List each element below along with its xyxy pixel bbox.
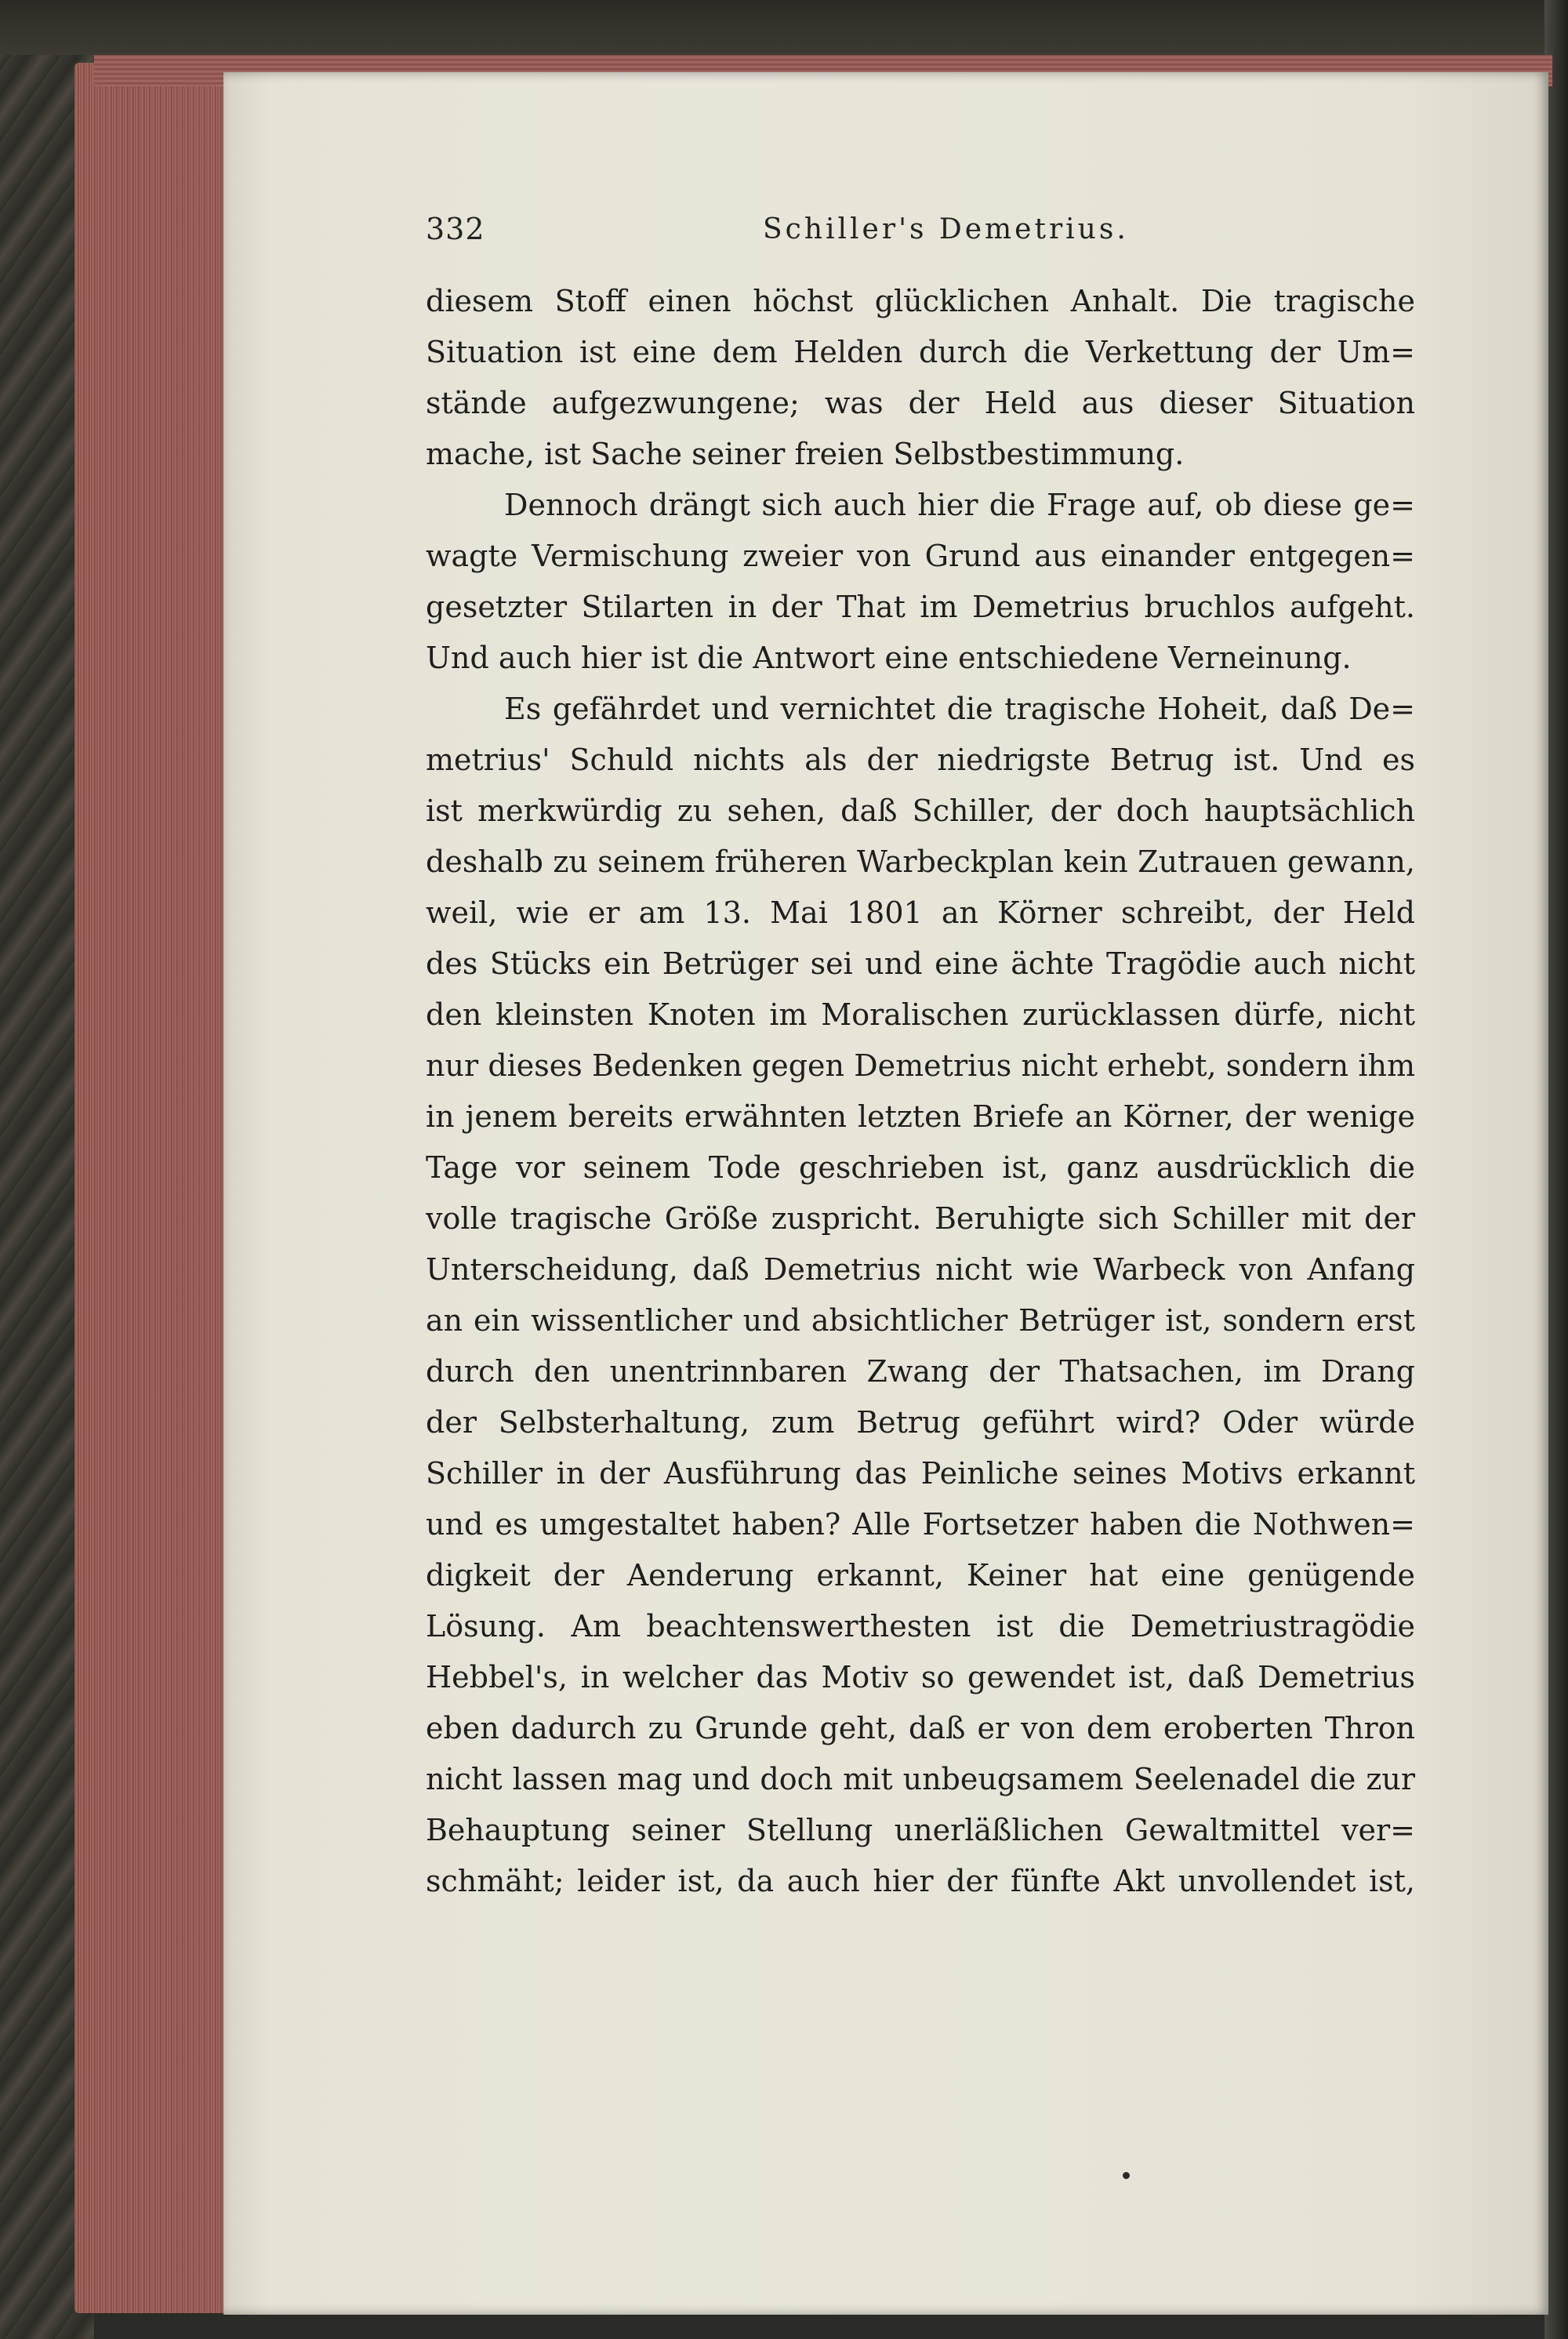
text-line: Schiller in der Ausführung das Peinliche seines Motivs erkannt xyxy=(426,1456,1415,1491)
text-line: stände aufgezwungene; was der Held aus dieser Situation xyxy=(426,386,1415,420)
text-line: Dennoch drängt sich auch hier die Frage auf, ob diese ge= xyxy=(504,488,1415,522)
text-line: Tage vor seinem Tode geschrieben ist, ganz ausdrücklich die xyxy=(426,1150,1415,1185)
page-edges xyxy=(74,63,231,2313)
text-line: mache, ist Sache seiner freien Selbstbestimmung. xyxy=(426,437,1185,471)
page-header xyxy=(426,212,1445,259)
text-line: volle tragische Größe zuspricht. Beruhigte sich Schiller mit der xyxy=(426,1201,1415,1236)
text-line: gesetzter Stilarten in der That im Demetrius bruchlos aufgeht. xyxy=(426,590,1415,624)
text-line: diesem Stoff einen höchst glücklichen Anhalt. Die tragische xyxy=(426,284,1415,318)
text-line: Lösung. Am beachtenswerthesten ist die Demetriustragödie xyxy=(426,1609,1415,1643)
text-line: an ein wissentlicher und absichtlicher Betrüger ist, sondern erst xyxy=(426,1303,1415,1338)
text-line: Unterscheidung, daß Demetrius nicht wie Warbeck von Anfang xyxy=(426,1252,1415,1287)
text-line: und es umgestaltet haben? Alle Fortsetzer haben die Nothwen= xyxy=(426,1507,1415,1542)
text-line: eben dadurch zu Grunde geht, daß er von dem eroberten Thron xyxy=(426,1711,1415,1745)
page-number: 332 xyxy=(426,212,485,246)
text-line: Behauptung seiner Stellung unerläßlichen Gewaltmittel ver= xyxy=(426,1813,1415,1847)
text-line: der Selbsterhaltung, zum Betrug geführt wird? Oder würde xyxy=(426,1405,1415,1440)
text-line: den kleinsten Knoten im Moralischen zurücklassen dürfe, nicht xyxy=(426,997,1415,1032)
text-line: Situation ist eine dem Helden durch die Verkettung der Um= xyxy=(426,335,1415,369)
text-line: Und auch hier ist die Antwort eine entschiedene Verneinung. xyxy=(426,641,1352,675)
paper-speck xyxy=(1123,2172,1130,2179)
running-head: Schiller's Demetrius. xyxy=(763,213,1129,245)
text-line: durch den unentrinnbaren Zwang der Thatsachen, im Drang xyxy=(426,1354,1415,1389)
text-line: nicht lassen mag und doch mit unbeugsamem Seelenadel die zur xyxy=(426,1762,1415,1796)
text-line: deshalb zu seinem früheren Warbeckplan kein Zutrauen gewann, xyxy=(426,844,1415,879)
text-line: nur dieses Bedenken gegen Demetrius nicht erhebt, sondern ihm xyxy=(426,1048,1415,1083)
text-line: in jenem bereits erwähnten letzten Briefe an Körner, der wenige xyxy=(426,1099,1415,1134)
text-line: ist merkwürdig zu sehen, daß Schiller, der doch hauptsächlich xyxy=(426,794,1415,828)
text-line: schmäht; leider ist, da auch hier der fünfte Akt unvollendet ist, xyxy=(426,1864,1415,1898)
text-line: metrius' Schuld nichts als der niedrigste Betrug ist. Und es xyxy=(426,743,1415,777)
body-text xyxy=(426,276,1415,1907)
text-line: weil, wie er am 13. Mai 1801 an Körner schreibt, der Held xyxy=(426,895,1415,930)
text-line: Es gefährdet und vernichtet die tragische Hoheit, daß De= xyxy=(504,692,1415,726)
text-line: des Stücks ein Betrüger sei und eine ächte Tragödie auch nicht xyxy=(426,946,1415,981)
book-cover-top xyxy=(0,0,1568,55)
text-line: digkeit der Aenderung erkannt, Keiner hat eine genügende xyxy=(426,1558,1415,1593)
text-line: wagte Vermischung zweier von Grund aus einander entgegen= xyxy=(426,539,1415,573)
text-line: Hebbel's, in welcher das Motiv so gewendet ist, daß Demetrius xyxy=(426,1660,1415,1694)
